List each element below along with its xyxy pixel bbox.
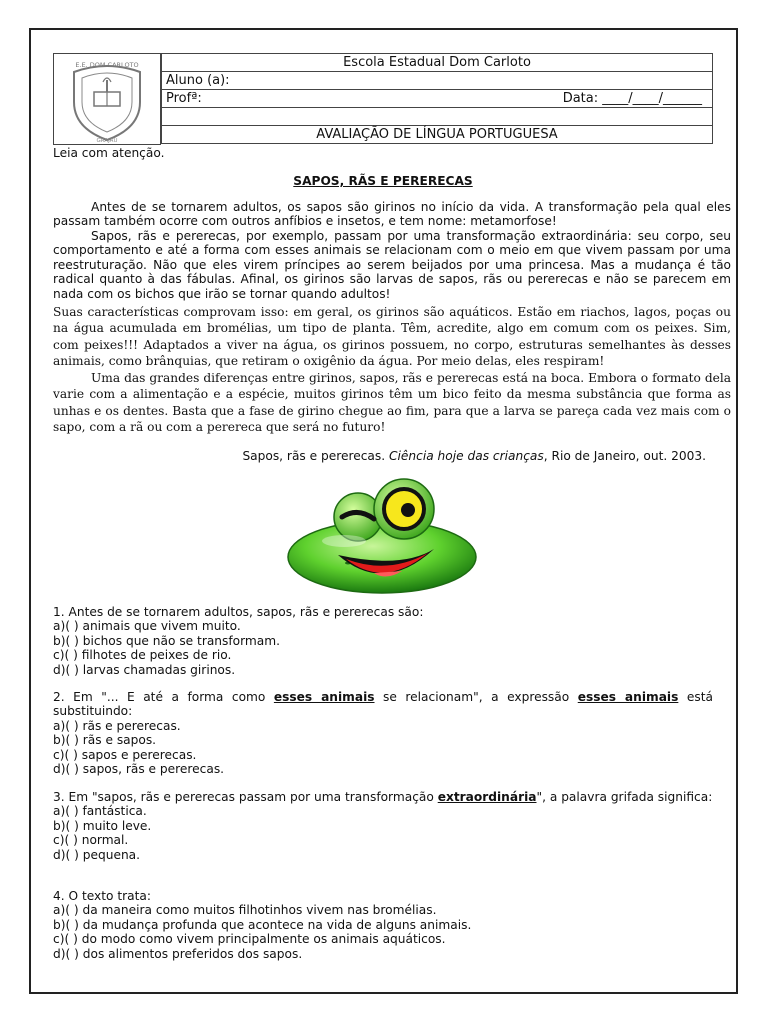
citation-text: Sapos, rãs e pererecas.: [242, 449, 389, 463]
highlighted-expression: esses animais: [577, 690, 679, 704]
student-name-field[interactable]: Aluno (a):: [162, 72, 713, 90]
paragraph-1: Antes de se tornarem adultos, os sapos são girinos no início da vida. A transformação pela qual eles passam também ocorre com outros anfíbios e insetos, e tem nome: metamorfose!: [53, 200, 731, 229]
question-4-option-b[interactable]: b)( ) da mudança profunda que acontece na vida de alguns animais.: [53, 917, 472, 932]
question-1-stem: 1. Antes de se tornarem adultos, sapos, rãs e pererecas são:: [53, 605, 424, 619]
citation: [242, 449, 706, 463]
question-4: [53, 889, 713, 961]
question-3-option-a[interactable]: a)( ) fantástica.: [53, 804, 147, 819]
question-2-stem: 2. Em "... E até a forma como esses animais se relacionam", a expressão esses animais está substituindo:: [53, 690, 713, 719]
text-title: SAPOS, RÃS E PERERECAS: [293, 174, 473, 188]
question-1-option-c[interactable]: c)( ) filhotes de peixes de rio.: [53, 648, 232, 663]
citation-source: Ciência hoje das crianças: [389, 449, 544, 463]
date-field[interactable]: Data: ____/____/______: [562, 91, 702, 106]
header-table: [161, 53, 713, 144]
question-3-option-c[interactable]: c)( ) normal.: [53, 833, 129, 848]
logo-text-top: E.E. DOM CARLOTO: [75, 61, 139, 69]
exam-title: AVALIAÇÃO DE LÍNGUA PORTUGUESA: [162, 126, 713, 144]
question-1-option-d[interactable]: d)( ) larvas chamadas girinos.: [53, 662, 236, 677]
question-1: [53, 605, 713, 677]
question-3-option-b[interactable]: b)( ) muito leve.: [53, 818, 152, 833]
highlighted-word: extraordinária: [437, 790, 537, 804]
question-1-option-b[interactable]: b)( ) bichos que não se transformam.: [53, 633, 281, 648]
paragraph-4: Uma das grandes diferenças entre girinos, sapos, rãs e pererecas está na boca. Embora o formato dela varie com a alimentação e a espécie, muitos girinos têm um bico feito da mesma substância que forma as unhas e os dentes. Basta que a fase de girino chegue ao fim, para que a larva se pareça cada vez mais com o sapo, com a rã ou com a perereca que será no futuro!: [53, 371, 731, 435]
instruction: Leia com atenção.: [53, 146, 165, 160]
question-4-option-a[interactable]: a)( ) da maneira como muitos filhotinhos vivem nas bromélias.: [53, 903, 437, 918]
question-2-option-c[interactable]: c)( ) sapos e pererecas.: [53, 747, 197, 762]
blank-row: [162, 108, 713, 126]
question-2-option-a[interactable]: a)( ) rãs e pererecas.: [53, 718, 181, 733]
frog-illustration: [284, 477, 480, 595]
question-2: [53, 690, 713, 776]
highlighted-expression: esses animais: [273, 690, 375, 704]
question-2-option-b[interactable]: b)( ) rãs e sapos.: [53, 733, 157, 748]
paragraph-2: Sapos, rãs e pererecas, por exemplo, passam por uma transformação extraordinária: seu corpo, seu comportamento e até a forma com esses animais se relacionam com o meio em que vivem passam por uma reestruturação. Não que eles virem príncipes ao serem beijados por uma princesa. Mas a mudança é tão radical quanto à das fábulas. Afinal, os girinos são larvas de sapos, rãs ou pererecas e não se parecem em nada com os bichos que irão se tornar quando adultos!: [53, 229, 731, 301]
question-4-stem: 4. O texto trata:: [53, 889, 151, 903]
paragraph-3: Suas características comprovam isso: em geral, os girinos são aquáticos. Estão em riachos, lagos, poças ou na água acumulada em bromélias, um tipo de planta. Têm, acredite, algo em comum com os peixes. Sim, com peixes!!! Adaptados a viver na água, os girinos possuem, no corpo, estruturas semelhantes às desses animais, como brânquias, que retiram o oxigênio da água. Por meio delas, eles respiram!: [53, 305, 731, 369]
question-4-option-c[interactable]: c)( ) do modo como vivem principalmente os animais aquáticos.: [53, 932, 446, 947]
citation-place: , Rio de Janeiro, out. 2003.: [543, 449, 706, 463]
question-3-stem: 3. Em "sapos, rãs e pererecas passam por uma transformação extraordinária", a palavra grifada significa:: [53, 790, 713, 804]
question-4-option-d[interactable]: d)( ) dos alimentos preferidos dos sapos.: [53, 946, 303, 961]
question-3: [53, 790, 713, 862]
logo-text-bottom: GRAJAÚ: [96, 138, 118, 144]
teacher-field[interactable]: Profª:: [166, 91, 202, 106]
school-name: Escola Estadual Dom Carloto: [162, 54, 713, 72]
question-2-option-d[interactable]: d)( ) sapos, rãs e pererecas.: [53, 762, 225, 777]
teacher-date-row: [162, 90, 713, 108]
question-1-option-a[interactable]: a)( ) animais que vivem muito.: [53, 619, 241, 634]
question-3-option-d[interactable]: d)( ) pequena.: [53, 847, 141, 862]
school-logo: [53, 53, 161, 145]
